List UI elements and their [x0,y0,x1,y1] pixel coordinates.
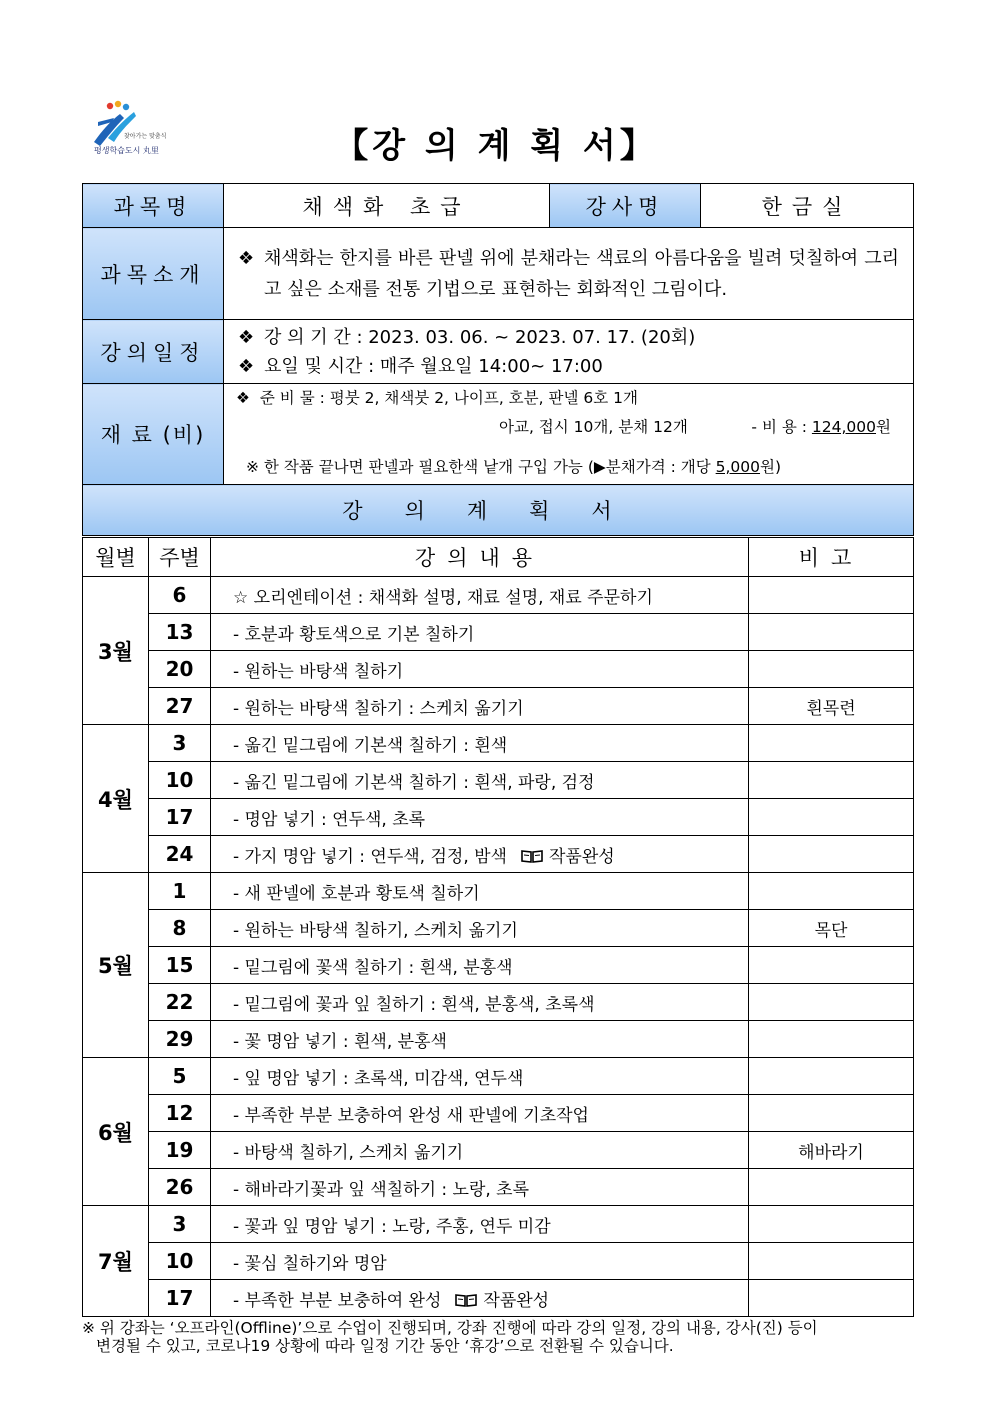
week-cell: 19 [149,1132,211,1169]
table-row [83,1243,914,1280]
note-cell [749,1169,914,1206]
table-row [83,651,914,688]
table-row [83,1132,914,1169]
week-cell: 29 [149,1021,211,1058]
month-cell: 3월 [83,577,149,725]
table-row [83,688,914,725]
table-row [83,614,914,651]
content-cell [211,1280,749,1317]
note-cell: 해바라기 [749,1132,914,1169]
intro-label: 과목소개 [83,228,224,320]
note-cell [749,1280,914,1317]
table-row [83,1169,914,1206]
note-cell [749,799,914,836]
content-cell [211,762,749,799]
content-text: - 부족한 부분 보충하여 완성 새 판넬에 기초작업 [233,1105,589,1126]
logo-city-name: 평생학습도시 丸里 [94,146,159,155]
week-cell: 6 [149,577,211,614]
col-month-header: 월별 [83,538,149,577]
week-cell: 22 [149,984,211,1021]
content-text: - 밑그림에 꽃색 칠하기 : 흰색, 분홍색 [233,957,513,978]
note-cell [749,873,914,910]
footnote-line2: 변경될 수 있고, 코로나19 상황에 따라 일정 기간 동안 ‘휴강’으로 전환될 수 있습니다. [96,1337,674,1355]
content-text: - 부족한 부분 보충하여 완성 [233,1290,442,1311]
week-cell: 3 [149,1206,211,1243]
materials-cost [751,415,891,437]
diamond-bullet-icon: ❖ [238,355,255,377]
week-cell: 13 [149,614,211,651]
content-text: - 꽃 명암 넣기 : 흰색, 분홍색 [233,1031,447,1052]
diamond-bullet-icon: ❖ [238,326,255,348]
table-row [83,910,914,947]
content-cell [211,1095,749,1132]
schedule-cell [224,320,914,384]
note-cell [749,836,914,873]
book-icon [521,848,543,862]
week-cell: 1 [149,873,211,910]
week-cell: 15 [149,947,211,984]
table-row [83,577,914,614]
note-cell [749,1243,914,1280]
intro-cell [224,228,914,320]
content-cell [211,1206,749,1243]
content-cell [211,725,749,762]
schedule-label: 강의일정 [83,320,224,384]
complete-label: 작품완성 [548,846,615,867]
content-text: - 원하는 바탕색 칠하기 : 스케치 옮기기 [233,698,524,719]
teacher-value: 한금실 [701,184,914,228]
note-cell: 목단 [749,910,914,947]
note-cell [749,725,914,762]
subject-label: 과목명 [83,184,224,228]
footnote-line1: ※ 위 강좌는 ‘오프라인(Offline)’으로 수업이 진행되며, 강좌 진행에 따라 강의 일정, 강의 내용, 강사(진) 등이 [82,1319,818,1337]
note-cell [749,947,914,984]
week-cell: 27 [149,688,211,725]
month-cell: 5월 [83,873,149,1058]
cost-label: - 비 용 : [751,418,812,436]
lecture-plan-table [82,537,914,1317]
materials-line2: 아교, 접시 10개, 분채 12개 [499,418,688,436]
table-row [83,1280,914,1317]
table-row [83,799,914,836]
month-cell: 4월 [83,725,149,873]
content-cell [211,651,749,688]
table-row [83,1095,914,1132]
content-text: - 해바라기꽃과 잎 색칠하기 : 노랑, 초록 [233,1179,530,1200]
content-text: - 밑그림에 꽃과 잎 칠하기 : 흰색, 분홍색, 초록색 [233,994,595,1015]
week-cell: 26 [149,1169,211,1206]
content-cell [211,1021,749,1058]
book-icon [455,1292,477,1306]
materials-label: 재 료 (비) [83,384,224,485]
note-cell [749,1206,914,1243]
teacher-label: 강사명 [550,184,701,228]
content-text: - 원하는 바탕색 칠하기, 스케치 옮기기 [233,920,518,941]
table-row [83,836,914,873]
note-cell [749,577,914,614]
week-cell: 5 [149,1058,211,1095]
content-cell [211,688,749,725]
table-row [83,873,914,910]
table-row [83,1021,914,1058]
content-text: - 꽃심 칠하기와 명암 [233,1253,387,1274]
week-cell: 10 [149,1243,211,1280]
month-cell: 6월 [83,1058,149,1206]
content-cell [211,910,749,947]
note-cell [749,1058,914,1095]
content-cell [211,577,749,614]
week-cell: 8 [149,910,211,947]
cost-value: 124,000 [811,418,877,436]
intro-text: 채색화는 한지를 바른 판넬 위에 분채라는 색료의 아름다움을 빌려 덧칠하여 그리고 싶은 소재를 전통 기법으로 표현하는 회화적인 그림이다. [264,247,899,300]
cost-unit: 원 [876,418,891,436]
materials-cell [224,384,914,485]
week-cell: 10 [149,762,211,799]
col-note-header: 비고 [749,538,914,577]
table-row [83,1058,914,1095]
diamond-bullet-icon: ❖ [238,247,255,269]
note-cell [749,984,914,1021]
content-text: - 옮긴 밑그림에 기본색 칠하기 : 흰색, 파랑, 검정 [233,772,595,793]
content-cell [211,1243,749,1280]
table-row [83,984,914,1021]
course-info-table [82,183,914,536]
materials-line1: 준 비 물 : 평붓 2, 채색붓 2, 나이프, 호분, 판넬 6호 1개 [259,389,638,407]
content-cell [211,614,749,651]
note-cell [749,614,914,651]
content-cell [211,1169,749,1206]
course-time: 요일 및 시간 : 매주 월요일 14:00~ 17:00 [264,355,603,377]
content-text: - 가지 명암 넣기 : 연두색, 검정, 밤색 [233,846,507,867]
table-row [83,1206,914,1243]
week-cell: 17 [149,1280,211,1317]
complete-label: 작품완성 [483,1290,550,1311]
table-row [83,725,914,762]
note-cell [749,762,914,799]
content-text: ☆ 오리엔테이션 : 채색화 설명, 재료 설명, 재료 주문하기 [233,587,653,608]
week-cell: 17 [149,799,211,836]
col-week-header: 주별 [149,538,211,577]
note-cell [749,651,914,688]
note-cell [749,1095,914,1132]
week-cell: 20 [149,651,211,688]
page-title: 【강 의 계 획 서】 [334,126,658,166]
footnote [82,1319,902,1355]
content-cell [211,1058,749,1095]
note-cell [749,1021,914,1058]
content-cell [211,799,749,836]
content-cell [211,873,749,910]
content-cell [211,1132,749,1169]
content-text: - 바탕색 칠하기, 스케치 옮기기 [233,1142,464,1163]
logo-slogan: 찾아가는 맞춤식 [124,133,167,140]
week-cell: 12 [149,1095,211,1132]
content-text: - 새 판넬에 호분과 황토색 칠하기 [233,883,480,904]
table-row [83,947,914,984]
col-content-header: 강의내용 [211,538,749,577]
materials-note: ※ 한 작품 끝나면 판넬과 필요한색 낱개 구입 가능 (▶분채가격 : 개당 5,000원) [246,458,782,476]
content-text: - 호분과 황토색으로 기본 칠하기 [233,624,475,645]
content-text: - 명암 넣기 : 연두색, 초록 [233,809,426,830]
note-cell: 흰목련 [749,688,914,725]
week-cell: 3 [149,725,211,762]
course-period: 강 의 기 간 : 2023. 03. 06. ~ 2023. 07. 17. (20회) [264,326,696,348]
subject-value: 채색화 초급 [224,184,550,228]
content-text: - 원하는 바탕색 칠하기 [233,661,404,682]
content-cell [211,836,749,873]
content-cell [211,984,749,1021]
table-row [83,762,914,799]
plan-title: 강의계획서 [83,485,914,536]
content-text: - 잎 명암 넣기 : 초록색, 미감색, 연두색 [233,1068,524,1089]
diamond-bullet-icon: ❖ [236,389,250,407]
content-text: - 옮긴 밑그림에 기본색 칠하기 : 흰색 [233,735,508,756]
pigment-price: 5,000 [715,458,761,476]
content-cell [211,947,749,984]
content-text: - 꽃과 잎 명암 넣기 : 노랑, 주홍, 연두 미감 [233,1216,551,1237]
month-cell: 7월 [83,1206,149,1317]
week-cell: 24 [149,836,211,873]
